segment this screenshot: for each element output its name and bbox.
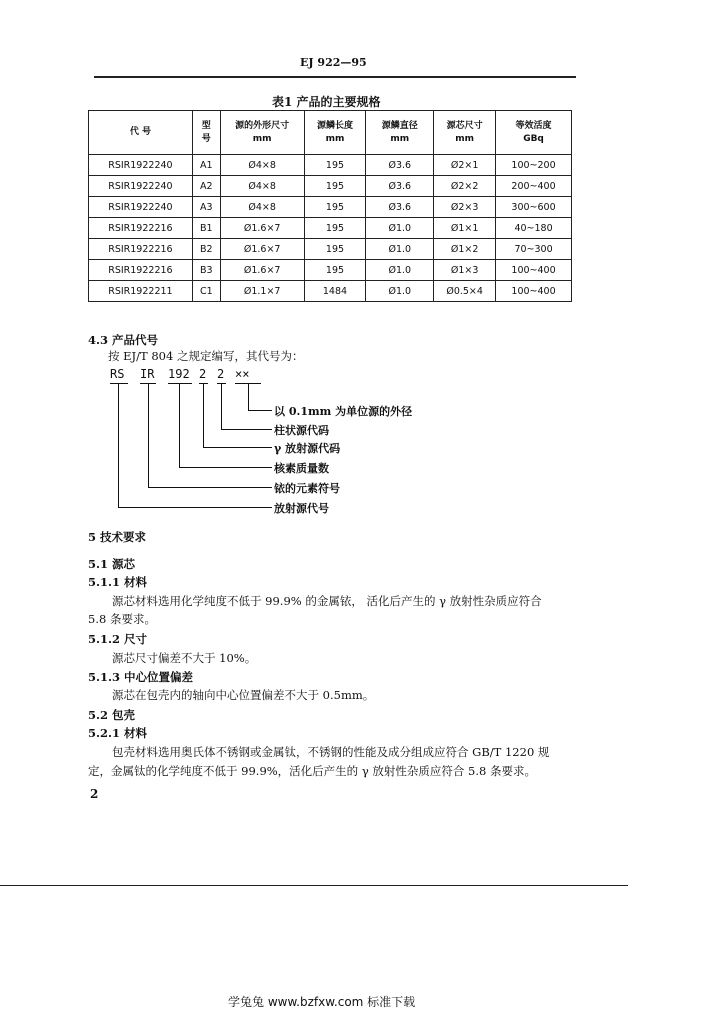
section-5-1-1-text-line2: 5.8 条要求。 [88,612,156,626]
cell: B3 [192,260,220,281]
bottom-rule [0,885,628,886]
cell: 195 [304,176,366,197]
section-5-2-1-text-line1: 包壳材料选用奥氏体不锈钢或金属钛，不锈钢的性能及成分组成应符合 GB/T 1220 规 [112,745,550,759]
table-row [89,218,572,239]
cell: Ø3.6 [366,176,434,197]
bracket-line [148,487,272,488]
code-part-rs: RS [110,367,125,381]
cell: 195 [304,218,366,239]
cell: 300~600 [496,197,572,218]
label-gamma-code: γ 放射源代码 [274,442,341,455]
table-caption: 表1 产品的主要规格 [272,95,381,109]
cell: B1 [192,218,220,239]
cell: Ø1.0 [366,281,434,302]
table-header-row [89,111,572,155]
col-core-size-unit: mm [455,133,475,144]
cell: Ø1×1 [434,218,496,239]
section-5-2-1-text-line2: 定，金属钛的化学纯度不低于 99.9%，活化后产生的 γ 放射性杂质应符合 5.8 条要求。 [88,764,536,778]
header-rule [94,76,576,78]
cell: C1 [192,281,220,302]
label-source-code: 放射源代号 [274,502,329,515]
cell: RSIR1922240 [89,155,193,176]
cell: RSIR1922216 [89,218,193,239]
cell: A3 [192,197,220,218]
bracket-line [118,384,119,507]
cell: 195 [304,155,366,176]
cell: 1484 [304,281,366,302]
bracket-line [148,384,149,487]
cell: 40~180 [496,218,572,239]
cell: 70~300 [496,239,572,260]
col-activity [496,111,572,155]
col-capsule-diameter-label: 源鳞直径 [381,120,418,131]
label-element-symbol: 铱的元素符号 [274,482,340,495]
cell: RSIR1922240 [89,197,193,218]
cell: Ø2×3 [434,197,496,218]
cell: Ø2×1 [434,155,496,176]
col-capsule-length-label: 源鳞长度 [316,120,353,131]
page-number: 2 [90,787,99,801]
code-part-ir: IR [140,367,155,381]
section-5-1-3-text: 源芯在包壳内的轴向中心位置偏差不大于 0.5mm。 [112,688,375,702]
code-part-mass: 192 [168,367,190,381]
bracket-line [248,384,249,410]
col-capsule-diameter-unit: mm [390,133,410,144]
cell: Ø1.1×7 [220,281,304,302]
table-row [89,260,572,281]
cell: Ø3.6 [366,155,434,176]
bracket-line [248,410,272,411]
col-code [89,111,193,155]
code-part-gamma: 2 [199,367,207,381]
footer-watermark: 学兔兔 www.bzfxw.com 标准下载 [228,995,416,1009]
section-5-1-2-text: 源芯尺寸偏差不大于 10%。 [112,651,257,665]
bracket-line [221,429,272,430]
section-5-1-1-text-line1: 源芯材料选用化学纯度不低于 99.9% 的金属铱， 活化后产生的 γ 放射性杂质应符合 [112,594,542,608]
label-mass-number: 核素质量数 [274,462,329,475]
col-outer-size [220,111,304,155]
col-outer-size-label: 源的外形尺寸 [235,120,290,131]
cell: RSIR1922211 [89,281,193,302]
cell: 200~400 [496,176,572,197]
section-5-heading: 5 技术要求 [88,530,147,544]
cell: Ø1.0 [366,218,434,239]
cell: A2 [192,176,220,197]
document-code-header: EJ 922—95 [300,56,367,69]
code-underline [168,383,192,384]
col-activity-unit: GBq [523,133,544,144]
table-row [89,197,572,218]
code-underline [110,383,128,384]
bracket-line [118,507,272,508]
col-activity-label: 等效活度 [515,120,552,131]
cell: 100~400 [496,281,572,302]
cell: Ø1.6×7 [220,218,304,239]
col-code-label: 代 号 [129,127,151,137]
col-core-size [434,111,496,155]
cell: Ø1.0 [366,260,434,281]
bracket-line [203,384,204,447]
col-capsule-length-unit: mm [325,133,345,144]
label-cylinder-code: 柱状源代码 [274,424,329,437]
cell: Ø1.0 [366,239,434,260]
section-5-1-2-heading: 5.1.2 尺寸 [88,632,148,646]
col-capsule-diameter [366,111,434,155]
table-row [89,155,572,176]
col-model-label: 型 号 [201,120,211,144]
cell: 195 [304,239,366,260]
cell: Ø4×8 [220,197,304,218]
bracket-line [179,384,180,467]
spec-table [88,110,572,302]
col-core-size-label: 源芯尺寸 [446,120,483,131]
col-model [192,111,220,155]
cell: 195 [304,197,366,218]
section-5-1-1-heading: 5.1.1 材料 [88,575,148,589]
cell: RSIR1922216 [89,260,193,281]
cell: RSIR1922216 [89,239,193,260]
cell: Ø1×3 [434,260,496,281]
section-5-1-heading: 5.1 源芯 [88,557,136,571]
bracket-line [203,447,272,448]
col-capsule-length [304,111,366,155]
table-row [89,281,572,302]
col-outer-size-unit: mm [252,133,272,144]
cell: RSIR1922240 [89,176,193,197]
cell: A1 [192,155,220,176]
label-outer-diameter: 以 0.1mm 为单位源的外径 [274,405,413,418]
bracket-line [221,384,222,429]
cell: Ø2×2 [434,176,496,197]
section-4-3-intro: 按 EJ/T 804 之规定编写，其代号为： [108,349,304,363]
cell: 195 [304,260,366,281]
code-part-cylinder: 2 [217,367,225,381]
cell: 100~400 [496,260,572,281]
cell: Ø0.5×4 [434,281,496,302]
section-5-1-3-heading: 5.1.3 中心位置偏差 [88,670,194,684]
cell: 100~200 [496,155,572,176]
code-part-diameter: ×× [235,367,250,381]
cell: Ø4×8 [220,155,304,176]
section-5-2-heading: 5.2 包壳 [88,708,136,722]
cell: B2 [192,239,220,260]
cell: Ø1×2 [434,239,496,260]
table-row [89,176,572,197]
cell: Ø1.6×7 [220,260,304,281]
section-5-2-1-heading: 5.2.1 材料 [88,726,148,740]
bracket-line [179,467,272,468]
cell: Ø3.6 [366,197,434,218]
section-4-3-heading: 4.3 产品代号 [88,333,159,347]
cell: Ø1.6×7 [220,239,304,260]
table-row [89,239,572,260]
cell: Ø4×8 [220,176,304,197]
